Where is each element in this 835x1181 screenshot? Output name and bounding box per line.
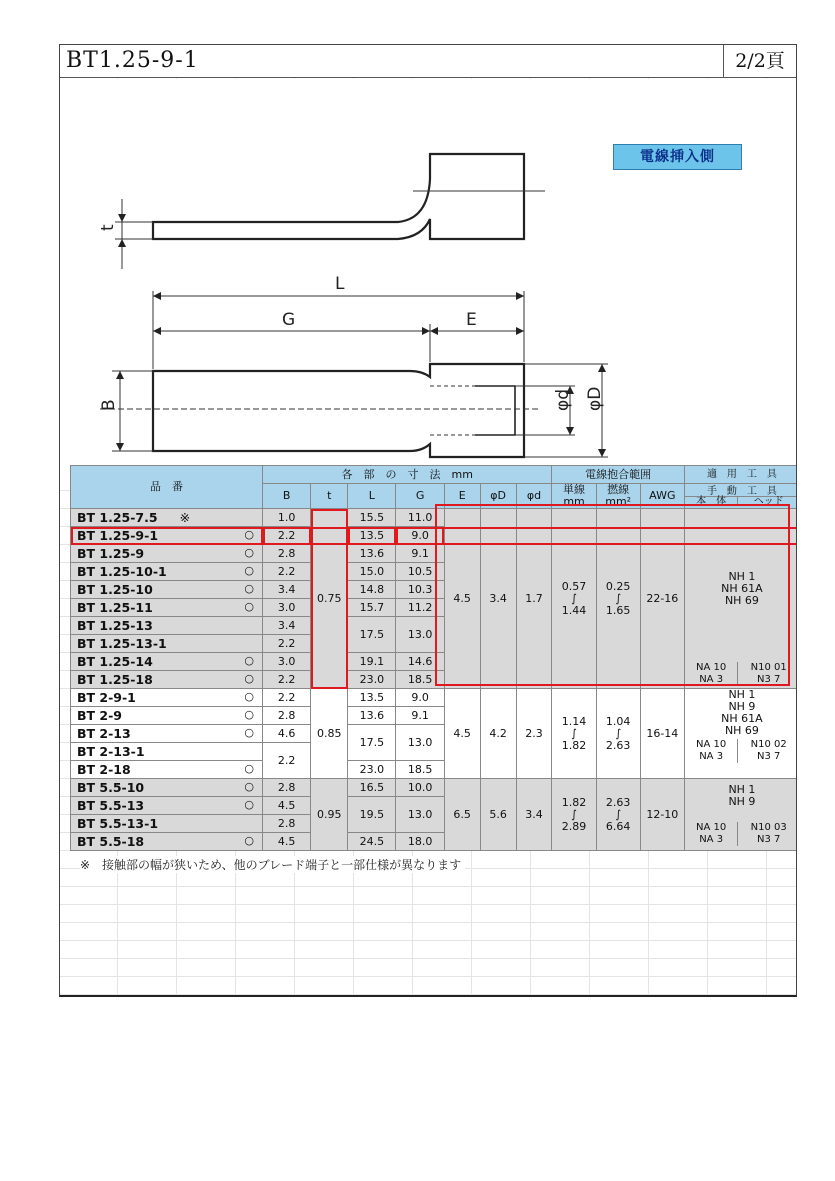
t-value-group1: 0.75: [311, 509, 348, 689]
table-cell: [71, 671, 263, 689]
table-cell: 1.7: [516, 509, 552, 689]
table-cell: 2.2: [263, 527, 311, 545]
table-cell: 4.5: [444, 509, 480, 689]
table-row: [71, 509, 798, 527]
dim-l-label: L: [335, 274, 345, 294]
table-cell: 12-10: [640, 779, 684, 851]
table-cell: 15.7: [348, 599, 396, 617]
table-cell: 3.4: [263, 617, 311, 635]
cell-text: BT 1.25-9-1: [77, 527, 159, 543]
plan-view-outline: [153, 364, 524, 457]
cell-text: NH 61A: [721, 712, 763, 725]
table-cell: 22-16: [640, 509, 684, 689]
table-cell: 10.0: [396, 779, 444, 797]
cell-text: BT 1.25-7.5: [77, 509, 158, 525]
table-cell: 3.0: [263, 599, 311, 617]
cell-text: ○: [244, 708, 254, 721]
table-cell: [552, 779, 596, 851]
cell-text: 2.63: [605, 795, 631, 809]
dim-d-large-label: φD: [585, 386, 605, 411]
cell-text: ∫: [571, 726, 577, 740]
cell-text: ○: [244, 654, 254, 667]
table-cell: [71, 563, 263, 581]
cell-text: BT 5.5-13: [77, 797, 145, 813]
col-e: E: [444, 484, 480, 509]
table-cell: 15.5: [348, 509, 396, 527]
cell-text: NH 9: [728, 700, 756, 713]
table-cell: 13.0: [396, 797, 444, 833]
cell-text: [685, 497, 797, 506]
cell-text: ○: [244, 600, 254, 613]
cell-text: [738, 739, 797, 763]
table-cell: 13.6: [348, 707, 396, 725]
footnote: ※ 接触部の幅が狭いため、他のブレード端子と一部仕様が異なります: [80, 856, 465, 873]
table-cell: [71, 527, 263, 545]
header-hand-tools: 手 動 工 具: [685, 487, 797, 497]
col-phi-d-small: φd: [516, 484, 552, 509]
dim-d-small-label: φd: [553, 388, 573, 411]
cell-text: N10 02: [750, 739, 787, 750]
cell-text: [685, 571, 797, 607]
table-cell: 9.0: [396, 527, 444, 545]
cell-text: NH 69: [724, 593, 759, 607]
header-row-1: [71, 466, 798, 484]
cell-text: BT 1.25-14: [77, 653, 153, 669]
table-cell: 2.8: [263, 815, 311, 833]
cell-text: N10 01: [750, 662, 787, 673]
cell-text: ○: [244, 762, 254, 775]
cell-text: N3 7: [757, 833, 781, 845]
header-tools: 適 用 工 具: [684, 466, 797, 484]
cell-text: ○: [244, 528, 254, 541]
table-cell: [71, 725, 263, 743]
cell-text: ※: [179, 509, 191, 525]
dim-g-label: G: [282, 310, 296, 330]
document-title: BT1.25-9-1: [66, 48, 199, 73]
wire-insertion-side-badge: 電線挿入側: [613, 144, 742, 170]
col-solid: 単線mm: [552, 484, 596, 509]
table-cell: 13.5: [348, 689, 396, 707]
cell-text: ○: [244, 546, 254, 559]
table-cell: 9.0: [396, 689, 444, 707]
table-cell: [71, 581, 263, 599]
cell-text: ○: [244, 780, 254, 793]
table-cell: [71, 653, 263, 671]
cell-text: ∫: [615, 726, 622, 740]
cell-text: N10 03: [750, 821, 787, 833]
cell-text: ∫: [615, 591, 622, 605]
cell-text: ○: [244, 672, 254, 685]
cell-text: ○: [244, 582, 254, 595]
table-cell: 18.0: [396, 833, 444, 851]
table-cell: 17.5: [348, 725, 396, 761]
cell-text: [685, 822, 797, 846]
cell-text: NH 1: [728, 569, 756, 583]
cell-text: BT 2-9: [77, 707, 122, 723]
cell-text: [685, 662, 797, 686]
col-l: L: [348, 484, 396, 509]
cell-text: ○: [244, 798, 254, 811]
dim-e-label: E: [466, 310, 477, 330]
cell-text: [738, 662, 797, 686]
cell-text: NA 10: [696, 739, 727, 750]
cell-text: NA 10: [696, 662, 727, 673]
table-cell: 2.2: [263, 563, 311, 581]
cell-text: 1.44: [561, 603, 587, 617]
table-cell: [596, 509, 640, 689]
cell-text: [685, 662, 739, 686]
table-cell: [71, 545, 263, 563]
header-part-number: 品 番: [71, 466, 263, 509]
table-cell: 4.6: [263, 725, 311, 743]
table-cell: 2.8: [263, 707, 311, 725]
table-cell: [684, 484, 797, 509]
table-cell: 4.2: [480, 689, 516, 779]
header-dimensions: 各 部 の 寸 法 mm: [263, 466, 552, 484]
cell-text: 6.64: [605, 819, 631, 833]
table-cell: 13.5: [348, 527, 396, 545]
table-cell: [71, 617, 263, 635]
table-cell: 2.3: [516, 689, 552, 779]
cell-text: 1.82: [561, 795, 587, 809]
cell-text: ∫: [615, 807, 622, 821]
cell-text: NA 3: [699, 833, 724, 845]
cell-text: BT 1.25-9: [77, 545, 145, 561]
table-cell: [71, 635, 263, 653]
table-cell: 4.5: [263, 797, 311, 815]
cell-text: ∫: [571, 591, 577, 605]
table-cell: 13.0: [396, 725, 444, 761]
cell-text: BT 2-18: [77, 761, 131, 777]
cell-text: BT 1.25-13-1: [77, 635, 167, 651]
table-cell: 5.6: [480, 779, 516, 851]
table-cell: 23.0: [348, 671, 396, 689]
cell-text: ○: [244, 564, 254, 577]
dim-b-label: B: [99, 399, 119, 411]
table-cell: 2.2: [263, 671, 311, 689]
header-wire-range: 電線抱合範囲: [552, 466, 684, 484]
cell-text: NH 1: [728, 782, 756, 796]
table-cell: 3.4: [480, 509, 516, 689]
col-g: G: [396, 484, 444, 509]
cell-text: [685, 689, 797, 737]
page-number: 2/2頁: [723, 45, 796, 77]
table-cell: [596, 779, 640, 851]
table-cell: [596, 689, 640, 779]
cell-text: ○: [244, 834, 254, 847]
cell-text: ○: [244, 690, 254, 703]
cell-text: BT 1.25-13: [77, 617, 153, 633]
table-cell: 23.0: [348, 761, 396, 779]
table-cell: 14.8: [348, 581, 396, 599]
table-cell: [71, 779, 263, 797]
cell-text: NA 3: [699, 674, 724, 685]
table-cell: 2.2: [263, 743, 311, 779]
cell-text: N3 7: [757, 674, 781, 685]
table-cell: 4.5: [444, 689, 480, 779]
table-cell: 3.4: [263, 581, 311, 599]
table-cell: [552, 509, 596, 689]
table-cell: [71, 599, 263, 617]
table-cell: 16-14: [640, 689, 684, 779]
table-cell: 10.3: [396, 581, 444, 599]
cell-text: 1.04: [605, 714, 631, 728]
table-cell: 2.2: [263, 689, 311, 707]
cell-text: NH 69: [724, 724, 759, 737]
cell-text: 2.89: [561, 819, 587, 833]
cell-text: 1.82: [561, 738, 587, 752]
dim-t-label: t: [98, 224, 118, 231]
table-cell: 18.5: [396, 761, 444, 779]
table-cell: [71, 761, 263, 779]
technical-drawing: [60, 79, 797, 479]
table-cell: 9.1: [396, 707, 444, 725]
cell-text: BT 2-13-1: [77, 743, 145, 759]
cell-text: BT 1.25-18: [77, 671, 153, 687]
tool-group2: [684, 689, 797, 779]
table-cell: 2.2: [263, 635, 311, 653]
cell-text: BT 5.5-18: [77, 833, 145, 849]
table-cell: 19.5: [348, 797, 396, 833]
side-view-outline: [153, 154, 524, 239]
cell-text: BT 5.5-10: [77, 779, 145, 795]
table-cell: 18.5: [396, 671, 444, 689]
table-cell: 0.85: [311, 689, 348, 779]
col-phi-d-large: φD: [480, 484, 516, 509]
tool-group3: [684, 779, 797, 851]
cell-text: NH 1: [728, 688, 756, 701]
cell-text: 2.63: [605, 738, 631, 752]
cell-text: NA 10: [696, 821, 727, 833]
table-cell: 2.8: [263, 779, 311, 797]
table-cell: 19.1: [348, 653, 396, 671]
cell-text: N3 7: [757, 751, 781, 762]
table-cell: [71, 833, 263, 851]
cell-text: 1.14: [561, 714, 587, 728]
table-cell: 3.0: [263, 653, 311, 671]
cell-text: BT 1.25-10: [77, 581, 153, 597]
col-t: t: [311, 484, 348, 509]
table-cell: [71, 743, 263, 761]
cell-text: [685, 739, 739, 763]
table-cell: 14.6: [396, 653, 444, 671]
cell-text: NA 3: [699, 751, 724, 762]
cell-text: BT 1.25-11: [77, 599, 153, 615]
cell-text: 0.25: [605, 579, 631, 593]
cell-text: BT 1.25-10-1: [77, 563, 167, 579]
table-cell: 9.1: [396, 545, 444, 563]
spec-table: [70, 465, 797, 851]
cell-text: NH 61A: [721, 581, 763, 595]
cell-text: BT 2-9-1: [77, 689, 136, 705]
cell-text: ∫: [571, 807, 577, 821]
table-cell: 6.5: [444, 779, 480, 851]
tool-group1: [684, 509, 797, 689]
cell-text: BT 5.5-13-1: [77, 815, 159, 831]
table-cell: 11.2: [396, 599, 444, 617]
table-cell: [71, 689, 263, 707]
col-awg: AWG: [640, 484, 684, 509]
cell-text: 1.65: [605, 603, 631, 617]
cell-text: [738, 822, 797, 846]
table-cell: 4.5: [263, 833, 311, 851]
table-row: [71, 779, 798, 797]
cell-text: 0.57: [561, 579, 587, 593]
col-stranded: 撚線mm²: [596, 484, 640, 509]
table-cell: 1.0: [263, 509, 311, 527]
table-cell: 11.0: [396, 509, 444, 527]
col-tool-head: ヘッド: [753, 495, 784, 507]
table-cell: 24.5: [348, 833, 396, 851]
cell-text: NH 9: [728, 794, 756, 808]
table-cell: [552, 689, 596, 779]
col-b: B: [263, 484, 311, 509]
cell-text: ○: [244, 726, 254, 739]
table-cell: 10.5: [396, 563, 444, 581]
spreadsheet-sheet: [59, 44, 797, 997]
table-cell: 3.4: [516, 779, 552, 851]
table-cell: 13.6: [348, 545, 396, 563]
terminal-drawing-svg: [60, 79, 797, 479]
table-cell: 0.95: [311, 779, 348, 851]
table-cell: 16.5: [348, 779, 396, 797]
table-cell: 15.0: [348, 563, 396, 581]
table-row: [71, 689, 798, 707]
table-cell: 2.8: [263, 545, 311, 563]
cell-text: BT 2-13: [77, 725, 131, 741]
cell-text: [685, 784, 797, 808]
table-cell: 17.5: [348, 617, 396, 653]
table-cell: [71, 815, 263, 833]
part-number: [71, 509, 263, 527]
table-cell: [71, 797, 263, 815]
table-cell: [71, 707, 263, 725]
cell-text: [685, 739, 797, 763]
cell-text: [685, 822, 739, 846]
table-cell: 13.0: [396, 617, 444, 653]
col-tool-body: 本 体: [685, 497, 739, 506]
title-bar: [60, 45, 796, 78]
